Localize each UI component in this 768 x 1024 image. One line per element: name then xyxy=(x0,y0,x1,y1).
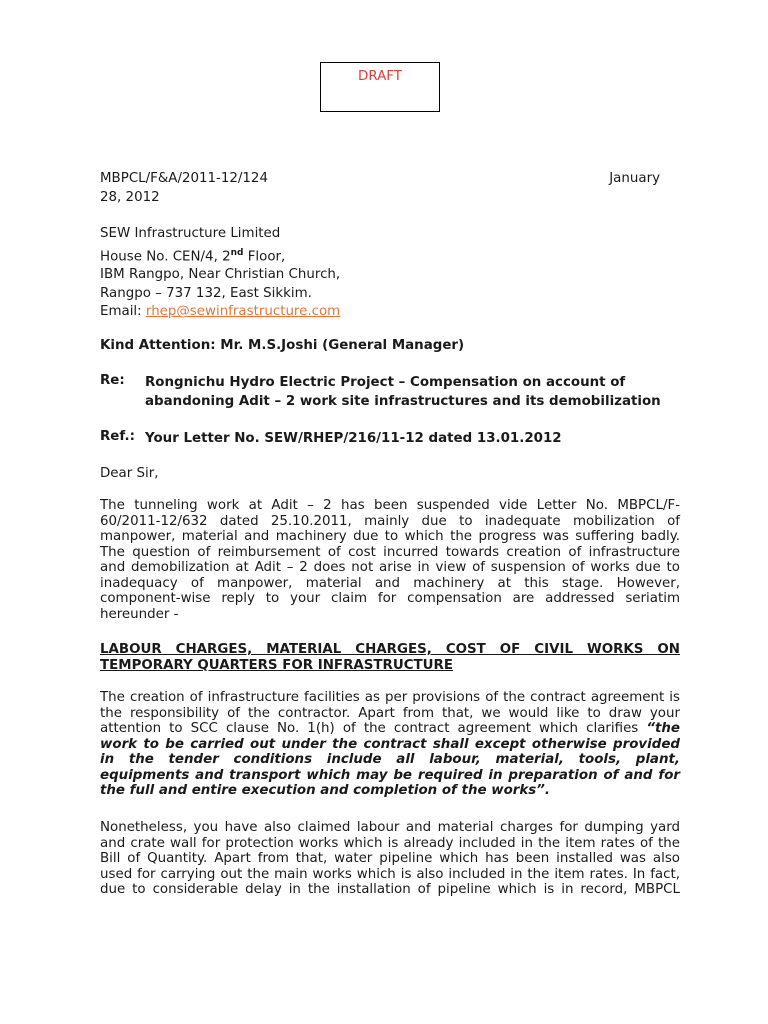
paragraph-2 xyxy=(100,690,680,799)
para2-line: attention to SCC clause No. 1(h) of the contract agreement which clarifies “the xyxy=(100,721,680,736)
kind-attention: Kind Attention: Mr. M.S.Joshi (General Manager) xyxy=(100,338,465,353)
para3-line: Bill of Quantity. Apart from that, water pipeline which has been installed was also xyxy=(100,851,680,866)
reference-block xyxy=(100,429,680,449)
reference-text: Your Letter No. SEW/RHEP/216/11-12 dated 13.01.2012 xyxy=(145,431,562,446)
paragraph-1 xyxy=(100,498,680,622)
para2-line: the responsibility of the contractor. Apart from that, we would like to draw your xyxy=(100,705,680,721)
subject-line-1: Rongnichu Hydro Electric Project – Compensation on account of xyxy=(145,375,626,390)
section-heading xyxy=(100,642,680,674)
para1-line: and demobilization at Adit – 2 does not arise in view of suspension of works due to xyxy=(100,560,680,575)
heading-line: LABOUR CHARGES, MATERIAL CHARGES, COST OF CIVIL WORKS ON xyxy=(100,642,680,657)
address-house: House No. CEN/4, 2nd Floor, xyxy=(100,247,286,264)
para2-quote-line: the full and entire execution and completion of the works”. xyxy=(100,783,550,798)
letter-reference-number: MBPCL/F&A/2011-12/124 xyxy=(100,171,268,186)
email-link[interactable]: rhep@sewinfrastructure.com xyxy=(145,304,341,320)
para3-line: and crate wall for protection works which is already included in the item rates of the xyxy=(100,835,680,851)
address-email-line xyxy=(100,303,680,322)
para2-line: The creation of infrastructure facilities as per provisions of the contract agreement is xyxy=(100,690,680,705)
para1-line: component-wise reply to your claim for compensation are addressed seriatim xyxy=(100,591,680,606)
subject-text xyxy=(145,373,661,411)
email-label: Email: xyxy=(100,304,146,320)
reference-date-row xyxy=(100,171,660,190)
address-house-sup: nd xyxy=(230,247,244,258)
para1-line: The question of reimbursement of cost incurred towards creation of infrastructure xyxy=(100,544,680,560)
subject-line-2: abandoning Adit – 2 work site infrastructures and its demobilization xyxy=(145,394,661,409)
letter-date-day-year: 28, 2012 xyxy=(100,190,160,205)
para2-quote-line: in the tender conditions include all labour, material, tools, plant, xyxy=(100,752,680,767)
recipient-address xyxy=(100,225,680,322)
subject-block xyxy=(100,373,680,413)
para1-line: inadequacy of manpower, material and machinery at this stage. However, xyxy=(100,575,680,591)
address-line3: IBM Rangpo, Near Christian Church, xyxy=(100,267,341,283)
paragraph-3 xyxy=(100,820,680,898)
para1-line: 60/2011-12/632 dated 25.10.2011, mainly due to inadequate mobilization of xyxy=(100,513,680,529)
heading-line: TEMPORARY QUARTERS FOR INFRASTRUCTURE xyxy=(100,658,454,673)
draft-stamp: DRAFT xyxy=(320,62,440,112)
letter-date-month: January xyxy=(609,171,660,186)
address-company: SEW Infrastructure Limited xyxy=(100,226,281,241)
para1-line: The tunneling work at Adit – 2 has been suspended vide Letter No. MBPCL/F- xyxy=(100,498,680,513)
para1-line: hereunder - xyxy=(100,606,179,622)
para2-quote-line: work to be carried out under the contract shall except otherwise provided xyxy=(100,736,680,752)
salutation: Dear Sir, xyxy=(100,466,159,481)
address-line4: Rangpo – 737 132, East Sikkim. xyxy=(100,285,312,301)
reference-label: Ref.: xyxy=(100,429,135,444)
para3-line: due to considerable delay in the installation of pipeline which is in record, MBPCL xyxy=(100,882,680,897)
para1-line: manpower, material and machinery due to which the progress was suffering badly. xyxy=(100,529,680,544)
para2-quote-line: equipments and transport which may be required in preparation of and for xyxy=(100,767,680,783)
para3-line: Nonetheless, you have also claimed labour and material charges for dumping yard xyxy=(100,820,680,835)
subject-label: Re: xyxy=(100,373,125,388)
para3-line: used for carrying out the main works which is also included in the item rates. In fact, xyxy=(100,866,680,882)
